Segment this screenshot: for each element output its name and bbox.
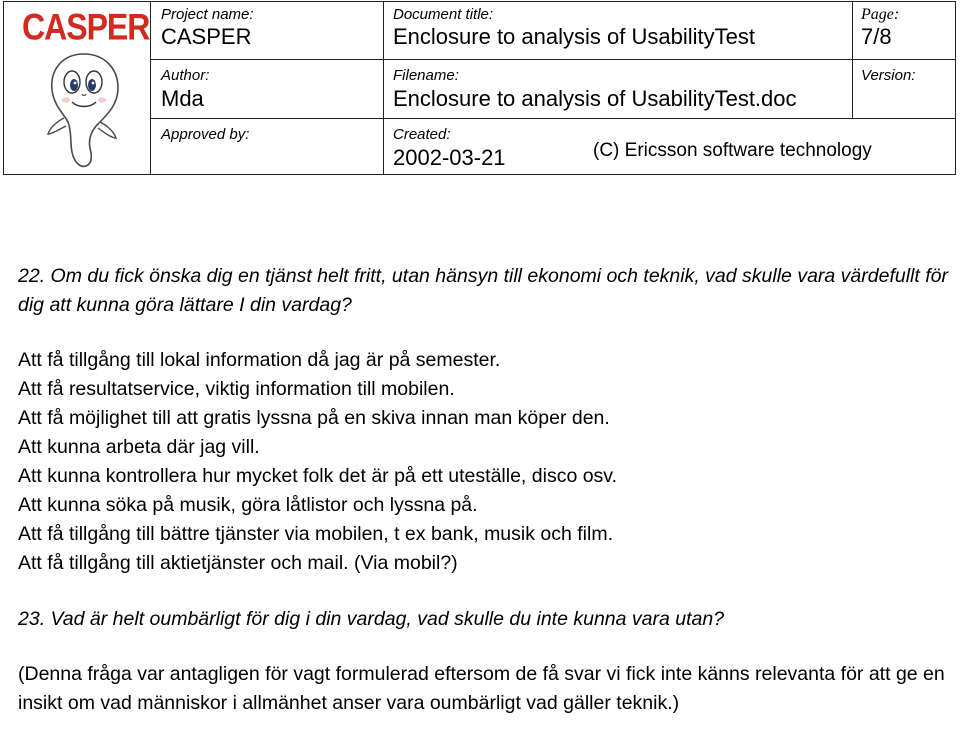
approved-by-label: Approved by: <box>161 126 250 143</box>
question-23: 23. Vad är helt oumbärligt för dig i din vardag, vad skulle du inte kunna vara utan? <box>18 608 725 630</box>
filename-label: Filename: <box>393 67 459 84</box>
list-item: Att få resultatservice, viktig information till mobilen. <box>18 378 455 400</box>
question-22: 22. Om du fick önska dig en tjänst helt fritt, utan hänsyn till ekonomi och teknik, vad skulle vara värdefullt för dig att kunna göra lättare I din vardag? <box>18 265 948 316</box>
ghost-mascot-icon <box>42 48 126 172</box>
filename-value: Enclosure to analysis of UsabilityTest.doc <box>393 86 797 111</box>
version-label: Version: <box>861 67 916 84</box>
author-value: Mda <box>161 86 204 111</box>
document-header <box>3 1 956 175</box>
page-number: 7/8 <box>861 24 892 49</box>
casper-logo: CASPER <box>22 6 150 48</box>
list-item: Att kunna söka på musik, göra låtlistor och lyssna på. <box>18 494 478 516</box>
header-row-divider-1 <box>150 59 955 60</box>
list-item: Att få tillgång till lokal information då jag är på semester. <box>18 349 501 371</box>
page-label: Page: <box>861 6 900 23</box>
created-date: 2002-03-21 <box>393 145 506 170</box>
list-item: Att få tillgång till bättre tjänster via mobilen, t ex bank, musik och film. <box>18 523 614 545</box>
project-name-value: CASPER <box>161 24 252 49</box>
list-item: Att få möjlighet till att gratis lyssna på en skiva innan man köper den. <box>18 407 610 429</box>
project-name-label: Project name: <box>161 6 254 23</box>
logo-cell <box>4 2 151 174</box>
document-title-value: Enclosure to analysis of UsabilityTest <box>393 24 755 49</box>
document-title-label: Document title: <box>393 6 494 23</box>
answers-22-list <box>18 346 948 578</box>
list-item: Att kunna kontrollera hur mycket folk det är på ett uteställe, disco osv. <box>18 465 618 487</box>
header-row-divider-2 <box>150 118 955 119</box>
list-item: Att kunna arbeta där jag vill. <box>18 436 260 458</box>
author-label: Author: <box>161 67 210 84</box>
header-col-divider-2 <box>852 2 853 118</box>
note-23: (Denna fråga var antagligen för vagt formulerad eftersom de få svar vi fick inte känns relevanta för att ge en insikt om vad människor i allmänhet anser vara oumbärligt vad gäller teknik.) <box>18 663 945 714</box>
list-item: Att få tillgång till aktietjänster och mail. (Via mobil?) <box>18 552 458 574</box>
created-label: Created: <box>393 126 451 143</box>
copyright-notice: (C) Ericsson software technology <box>593 140 872 161</box>
header-col-divider-1 <box>383 2 384 174</box>
